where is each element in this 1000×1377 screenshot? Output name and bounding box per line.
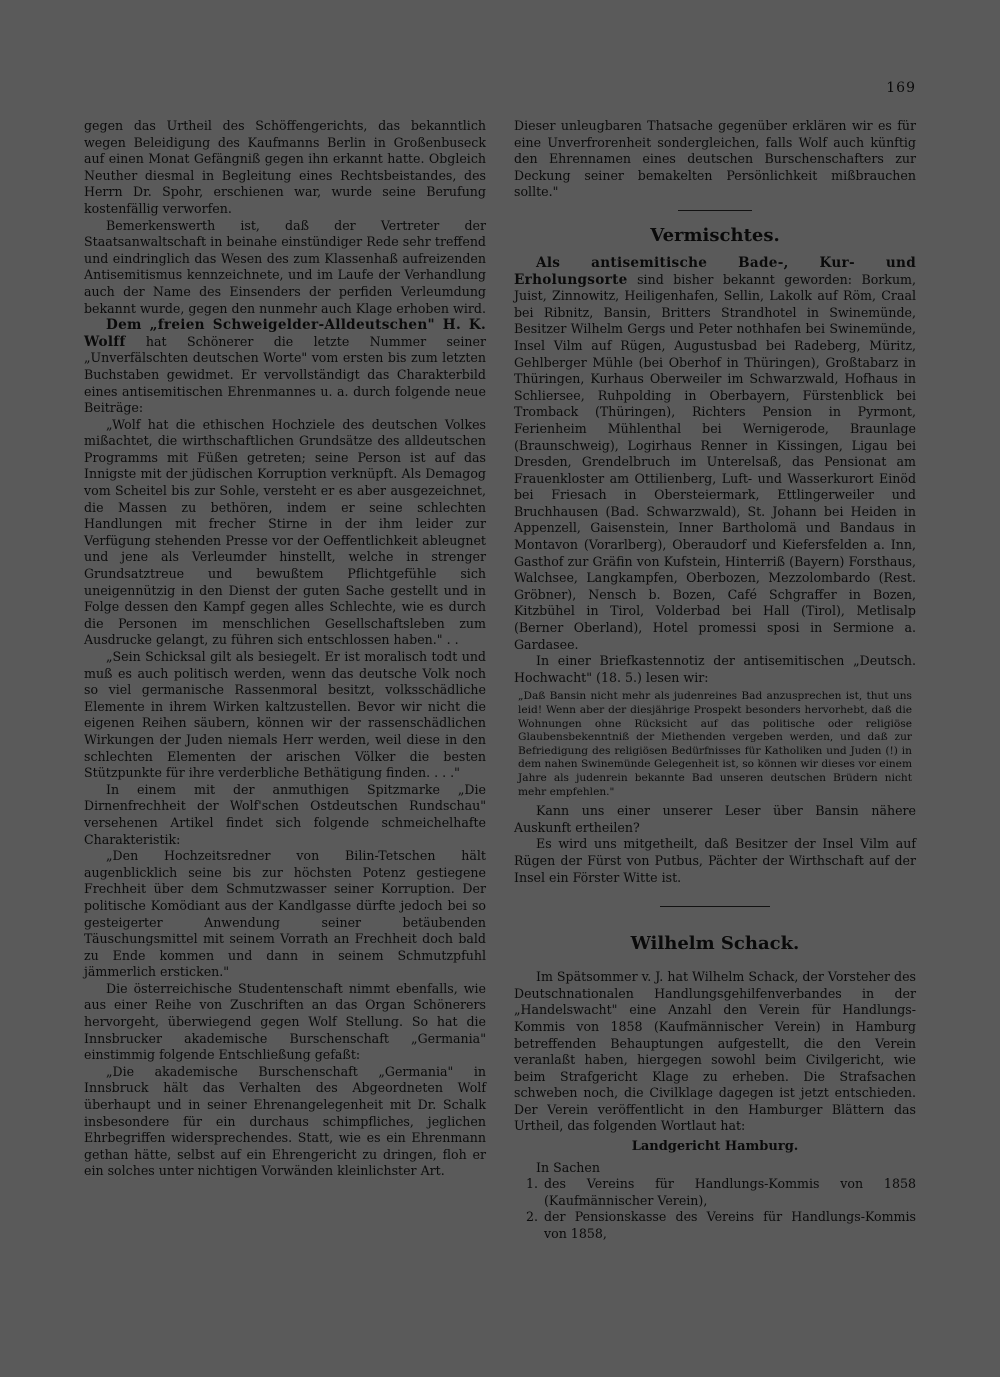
quote-paragraph: „Den Hochzeitsredner von Bilin-Tetschen hält augenblicklich seine bis zur höchsten Potenz gestiegene Frechheit über dem Schmutzwasser seiner Korruption. Der politische Komödiant aus der Kandlgasse dürfte jedoch bei so gesteigerter Anwendung seiner betäubenden Täuschungsmittel mit seinem Vorrath an Frechheit doch bald zu Ende kommen und dann in seinem Schmutzpfuhl jämmerlich ersticken."	[84, 848, 486, 980]
list-number: 2.	[525, 1209, 538, 1225]
list-text: des Vereins für Handlungs-Kommis von 1858 (Kaufmännischer Verein),	[544, 1176, 916, 1208]
quote-paragraph: „Die akademische Burschenschaft „Germania" in Innsbruck hält das Verhalten des Abgeordneten Wolf überhaupt und in seiner Ehrenangelegenheit mit Dr. Schalk insbesondere für ein durchaus schimpfliches, jeglichen Ehrbegriffen widersprechendes. Statt, wie es ein Ehrenmann gethan hätte, selbst auf ein Ehrengericht zu dringen, floh er ein solches unter nichtigen Vorwänden kleinlichster Art.	[84, 1063, 486, 1179]
list-text: der Pensionskasse des Vereins für Handlungs-Kommis von 1858,	[544, 1209, 916, 1242]
paragraph	[514, 255, 916, 653]
quote-paragraph: „Sein Schicksal gilt als besiegelt. Er ist moralisch todt und muß es auch politisch werden, wenn das deutsche Volk noch so viel germanische Rassenmoral besitzt, volksschädliche Elemente in ihrem Wirken kaltzustellen. Bevor wir nicht die eigenen Reihen säubern, können wir der rassenschädlichen Wirkungen der Juden niemals Herr werden, weil diese in den schlechten Elementen der arischen Völker die besten Stützpunkte für ihre verderbliche Bethätigung finden. . . ."	[84, 649, 486, 781]
paragraph: gegen das Urtheil des Schöffengerichts, das bekanntlich wegen Beleidigung des Kaufmanns Berlin in Großenbuseck auf einen Monat Gefängniß gegen ihn erkannt hatte. Obgleich Neuther diesmal in Begleitung eines Rechtsbeistandes, des Herrn Dr. Spohr, erschienen war, wurde seine Berufung kostenfällig verworfen.	[84, 118, 486, 216]
party-list	[514, 1176, 916, 1242]
list-number: 1.	[525, 1176, 538, 1192]
in-sachen-label: In Sachen	[536, 1159, 600, 1175]
list-item	[514, 1176, 916, 1209]
left-column	[84, 118, 486, 1180]
section-title: Vermischtes.	[650, 224, 780, 246]
paragraph: Die österreichische Studentenschaft nimmt ebenfalls, wie aus einer Reihe von Zuschriften an das Organ Schönerers hervorgeht, überwiegend gegen Wolf Stellung. So hat die Innsbrucker akademische Burschenschaft „Germania" einstimmig folgende Entschließung gefaßt:	[84, 980, 486, 1063]
paragraph-text: sind bisher bekannt geworden: Borkum, Juist, Zinnowitz, Heiligenhafen, Sellin, Lakolk auf Röm, Craal bei Ribnitz, Bansin, Britters Strandhotel in Swinemünde, Besitzer Wilhelm Gergs und Peter nothhafen bei Swinemünde, Insel Vilm auf Rügen, Augustusbad bei Radeberg, Müritz, Gehlberger Mühle (bei Oberhof in Thüringen), Großtabarz in Thüringen, Kurhaus Oberweiler im Schwarzwald, Hofhaus in Schliersee, Ruhpolding in Oberbayern, Fürstenblick bei Tromback (Thüringen), Richters Pension in Pyrmont, Ferienheim Mühlenthal bei Wernigerode, Braunlage (Braunschweig), Logirhaus Renner in Kissingen, Ligau bei Dresden, Grendelbruch im Unterelsaß, das Pensionat am Frauenkloster am Ottilienberg, Luft- und Wasserkurort Einöd bei Friesach in Obersteiermark, Ettlingerweiler und Bruchhausen (Bad. Schwarzwald), St. Johann bei Heiden in Appenzell, Gaisenstein, Inner Bartholomä und Bandaus in Montavon (Vorarlberg), Oberaudorf und Kiefersfelden a. Inn, Gasthof zur Gräfin von Kufstein, Hinterriß (Bayern) Forsthaus, Walchsee, Langkampfen, Oberbozen, Mezzolombardo (Rest. Gröbner), Nensch b. Bozen, Café Schgraffer in Bozen, Kitzbühel in Tirol, Volderbad bei Hall (Tirol), Metlisalp (Berner Oberland), Hotel promessi sposi in Sermione a. Gardasee.	[514, 271, 916, 652]
court-title: Landgericht Hamburg.	[631, 1139, 799, 1155]
right-column	[514, 118, 916, 1243]
quote-paragraph: „Wolf hat die ethischen Hochziele des deutschen Volkes mißachtet, die wirthschaftlichen Grundsätze des alldeutschen Programms mit Füßen getreten; seine Person ist auf das Innigste mit der jüdischen Korruption verknüpft. Als Demagog vom Scheitel bis zur Sohle, versteht er es aber ausgezeichnet, die Massen zu bethören, indem er seine schlechten Handlungen mit frecher Stirne in der ihm leider zur Verfügung stehenden Presse vor der Oeffentlichkeit ableugnet und jene als Verleumder hinstellt, welche in strenger Grundsatztreue und bewußtem Pflichtgefühle sich uneigennützig in den Dienst der guten Sache gestellt und in Folge dessen den Kampf gegen alles Schlechte, wie es durch die Personen im menschlichen Gesellschaftsleben zum Ausdrucke gelangt, zu führen sich entschlossen haben." . .	[84, 416, 486, 648]
paragraph: In einer Briefkastennotiz der antisemitischen „Deutsch. Hochwacht" (18. 5.) lesen wir:	[514, 653, 916, 685]
page-number: 169	[886, 80, 916, 96]
paragraph: Dieser unleugbaren Thatsache gegenüber erklären wir es für eine Unverfrorenheit sondergleichen, falls Wolf auch künftig den Ehrennamen eines deutschen Burschenschafters zur Deckung seiner bemakelten Persönlichkeit mißbrauchen sollte."	[514, 118, 916, 200]
paragraph: In einem mit der anmuthigen Spitzmarke „Die Dirnenfrechheit der Wolf'schen Ostdeutschen Rundschau" versehenen Artikel findet sich folgende schmeichelhafte Charakteristik:	[84, 781, 486, 847]
article-lead-heading: Dem „freien Schweigelder-Alldeutschen" H. K. Wolff	[84, 317, 486, 350]
paragraph: Es wird uns mitgetheilt, daß Besitzer der Insel Vilm auf Rügen der Fürst von Putbus, Pächter der Wirthschaft auf der Insel ein Förster Witte ist.	[514, 836, 916, 885]
article-lead-heading: Als antisemitische Bade-, Kur- und Erholungsorte	[514, 254, 916, 288]
paragraph	[84, 317, 486, 417]
paragraph: Kann uns einer unserer Leser über Bansin nähere Auskunft ertheilen?	[514, 803, 916, 835]
section-divider	[660, 906, 770, 907]
section-divider	[678, 210, 752, 211]
small-quote: „Daß Bansin nicht mehr als judenreines Bad anzusprechen ist, thut uns leid! Wenn aber der diesjährige Prospekt besonders hervorhebt, daß die Wohnungen ohne Rücksicht auf das politische oder religiöse Glaubensbekenntniß der Miethenden vergeben werden, und daß zur Befriedigung des religiösen Bedürfnisses für Katholiken und Juden (!) in dem nahen Swinemünde Gelegenheit ist, so können wir dieses vor einem Jahre als judenrein bekannte Bad unseren deutschen Brüdern nicht mehr empfehlen."	[518, 690, 912, 798]
paragraph-text: hat Schönerer die letzte Nummer seiner „Unverfälschten deutschen Worte" vom ersten bis zum letzten Buchstaben gewidmet. Er vervollständigt das Charakterbild eines antisemitischen Ehrenmannes u. a. durch folgende neue Beiträge:	[84, 333, 486, 416]
paragraph: Bemerkenswerth ist, daß der Vertreter der Staatsanwaltschaft in beinahe einstündiger Rede sehr treffend und eindringlich das Wesen des zum Klassenhaß aufreizenden Antisemitismus kennzeichnete, und im Laufe der Verhandlung auch der Name des Einsenders der perfiden Verleumdung bekannt wurde, gegen den nunmehr auch Klage erhoben wird.	[84, 217, 486, 316]
paragraph: Im Spätsommer v. J. hat Wilhelm Schack, der Vorsteher des Deutschnationalen Handlungsgehilfenverbandes in der „Handelswacht" eine Anzahl den Verein für Handlungs-Kommis von 1858 (Kaufmännischer Verein) in Hamburg betreffenden Behauptungen aufgestellt, die den Verein veranlaßt haben, hiergegen sowohl beim Civilgericht, wie beim Strafgericht Klage zu erheben. Die Strafsachen schweben noch, die Civilklage dagegen ist jetzt entschieden. Der Verein veröffentlicht in den Hamburger Blättern das Urtheil, das folgenden Wortlaut hat:	[514, 969, 916, 1134]
list-item	[514, 1209, 916, 1242]
section-title: Wilhelm Schack.	[630, 933, 800, 955]
